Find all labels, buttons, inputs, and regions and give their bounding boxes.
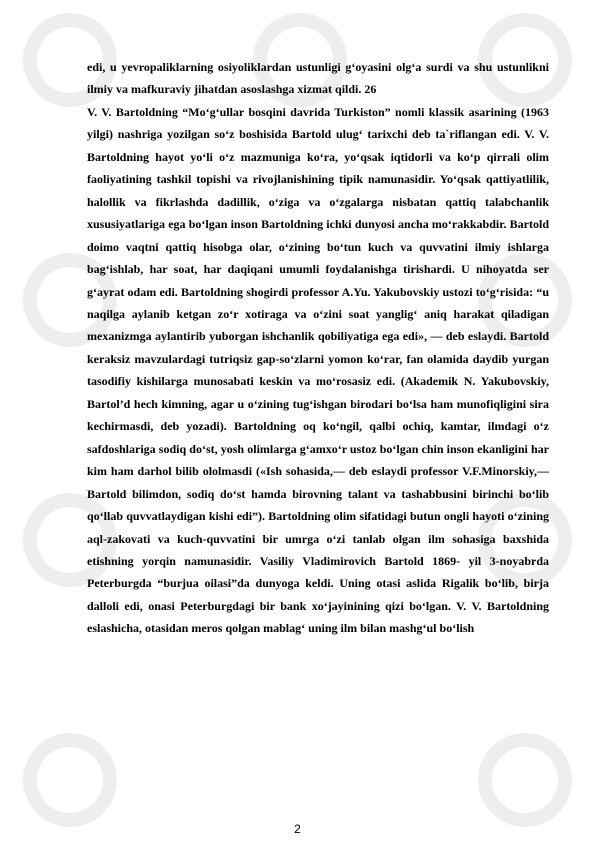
document-body xyxy=(87,56,549,640)
paragraph-bartold xyxy=(87,101,549,640)
page-number: 2 xyxy=(294,822,301,836)
paragraph-continuation: edi, u yevropaliklarning osiyoliklardan ustunligi g‘oyasini olg‘a surdi va shu ustunlikni ilmiy va mafkuraviy jihatdan asoslashga xizmat qildi. 26 xyxy=(87,60,549,97)
paragraph-text: V. V. Bartoldning “Mo‘g‘ullar bosqini davrida Turkiston” nomli klassik asarining (1963 yilgi) nashriga yozilgan so‘z boshisida Bartold ulug‘ tarixchi deb ta`riflangan edi. V. V. Bartoldning hayot yo‘li o‘z mazmuniga ko‘ra, yo‘qsak iqtidorli va ko‘p qirrali olim faoliyatining tashkil topishi va rivojlanishining tipik namunasidir. Yo‘qsak qattiyatlilik, halollik va fikrlashda dadillik, o‘ziga va o‘zgalarga nisbatan qattiq talabchanlik xususiyatlariga ega bo‘lgan inson Bartoldning ichki dunyosi ancha mo‘rakkabdir. Bartold doimo vaqtni qattiq hisobga olar, o‘zining bo‘tun kuch va quvvatini ilmiy ishlarga bag‘ishlab, har soat, har daqiqani umumli foydalanishga tirishardi. U nihoyatda ser g‘ayrat odam edi. Bartoldning shogirdi professor A.Yu. Yakubovskiy ustozi to‘g‘risida: “u naqilga aylanib ketgan zo‘r xotiraga va o‘zini soat yanglig‘ aniq harakat qiladigan mexanizmga aylantirib yuborgan ishchanlik qobiliyatiga ega edi», — deb eslaydi. Bartold keraksiz mavzulardagi tutriqsiz gap-so‘zlarni yomon ko‘rar, fan olamida daydib yurgan tasodifiy kishilarga munosabati keskin va mo‘rosasiz edi. (Akademik N. Yakubovskiy, Bartol’d hech kimning, agar u o‘zining tug‘ishgan birodari bo‘lsa ham munofiqligini sira kechirmasdi, deb yozadi). Bartoldning oq ko‘ngil, qalbi ochiq, kamtar, ilmdagi o‘z safdoshlariga sodiq do‘st, yosh olimlarga g‘amxo‘r ustoz bo‘lgan chin inson ekanligini har kim ham darhol bilib ololmasdi («Ish sohasida,— deb eslaydi professor V.F.Minorskiy,— Bartold bilimdon, sodiq do‘st hamda birovning talant va tashabbusini birinchi bo‘lib qo‘llab quvvatlaydigan kishi edi”). Bartoldning olim sifatidagi butun ongli hayoti o‘zining aql-zakovati va kuch-quvvatini bir umrga o‘zi tanlab olgan ilm sohasiga baxshida etishning yorqin namunasidir. Vasiliy Vladimirovich Bartold 1869- yil 3-noyabrda Peterburgda “burjua oilasi”da dunyoga keldi. Uning otasi aslida Rigalik bo‘lib, birja dalloli edi, onasi Peterburgdagi bir bank xo‘jayinining qizi bo‘lgan. V. V. Bartoldning eslashicha, otasidan meros qolgan mablag‘ uning ilm bilan mashg‘ul bo‘lish xyxy=(87,104,549,636)
